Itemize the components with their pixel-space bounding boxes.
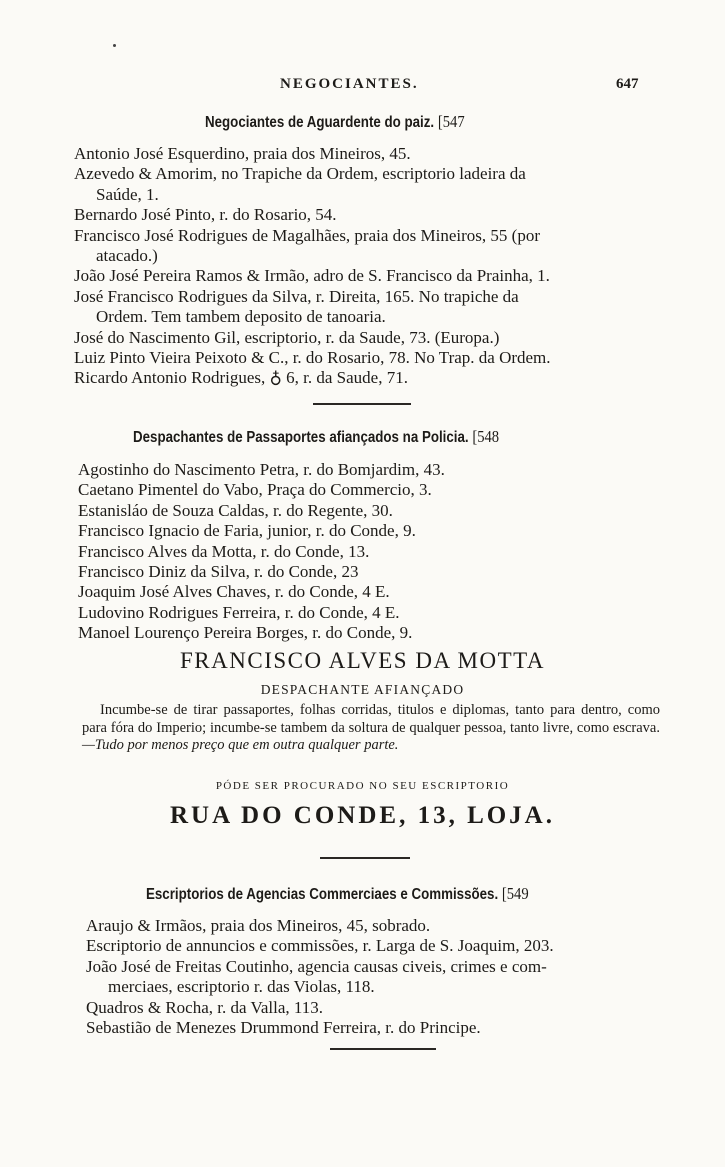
section-heading <box>133 427 499 447</box>
page-number: 647 <box>616 76 639 92</box>
section-heading-text: Despachantes de Passaportes afiançados na Policia. <box>133 429 469 446</box>
entry-text: João José Pereira Ramos & Irmão, adro de S. Francisco da Prainha, 1. <box>74 266 550 286</box>
section-number: [549 <box>501 884 529 903</box>
stray-mark <box>113 44 116 47</box>
section-heading-text: Escriptorios de Agencias Commerciaes e Commissões. <box>146 886 499 903</box>
section-divider <box>320 857 410 859</box>
entry-continuation: atacado.) <box>96 246 158 266</box>
list-item <box>80 582 660 602</box>
list-item <box>80 542 660 562</box>
list-item <box>76 348 656 368</box>
entry-text: Francisco José Rodrigues de Magalhães, praia dos Mineiros, 55 (por <box>74 225 540 245</box>
entry-text: Quadros & Rocha, r. da Valla, 113. <box>86 997 324 1017</box>
ad-small-line: PÓDE SER PROCURADO NO SEU ESCRIPTORIO <box>215 780 510 792</box>
list-item <box>80 521 660 541</box>
entry-text: João José de Freitas Coutinho, agencia causas civeis, crimes e com- <box>86 956 547 976</box>
list-item <box>76 205 656 225</box>
entry-text: Sebastião de Menezes Drummond Ferreira, r. do Principe. <box>86 1018 481 1038</box>
ad-title: DESPACHANTE AFIANÇADO <box>260 682 465 697</box>
list-item <box>80 562 660 582</box>
ad-body-text: Incumbe-se de tirar passaportes, folhas corridas, titulos e diplomas, tanto para dentro, como para fóra do Imperio; incumbe-se tambem da soltura de qualquer pessoa, tanto livre, como escrava. <box>82 702 660 736</box>
entry-text: José Francisco Rodrigues da Silva, r. Direita, 165. No trapiche da <box>74 286 519 306</box>
entry-text: Francisco Diniz da Silva, r. do Conde, 23 <box>78 562 359 582</box>
entry-continuation: Ordem. Tem tambem deposito de tanoaria. <box>96 307 386 327</box>
list-item <box>76 368 656 388</box>
list-item <box>80 460 660 480</box>
running-head <box>0 76 725 98</box>
section-number: [548 <box>472 427 500 446</box>
section-heading <box>146 884 529 904</box>
list-item <box>88 998 668 1018</box>
entry-continuation: merciaes, escriptorio r. das Violas, 118. <box>108 977 375 997</box>
section-number: [547 <box>437 112 465 131</box>
list-item <box>80 623 660 643</box>
section-548-entries <box>80 460 660 644</box>
entry-text: Antonio José Esquerdino, praia dos Mineiros, 45. <box>74 144 411 163</box>
list-item <box>80 480 660 500</box>
entry-text: Ricardo Antonio Rodrigues, ♁ 6, r. da Saude, 71. <box>74 368 408 388</box>
entry-text: Bernardo José Pinto, r. do Rosario, 54. <box>74 205 337 225</box>
ad-body <box>82 702 660 755</box>
ad-body-italic: —Tudo por menos preço que em outra qualquer parte. <box>82 737 399 754</box>
list-item <box>76 266 656 286</box>
entry-text: Ludovino Rodrigues Ferreira, r. do Conde, 4 E. <box>78 602 400 622</box>
list-item <box>76 287 656 328</box>
entry-text: Agostinho do Nascimento Petra, r. do Bomjardim, 43. <box>78 460 445 479</box>
running-head-title: NEGOCIANTES. <box>280 76 419 92</box>
list-item <box>80 501 660 521</box>
list-item <box>88 936 668 956</box>
ad-name: FRANCISCO ALVES DA MOTTA <box>180 648 545 673</box>
section-549-entries <box>88 916 668 1038</box>
entry-text: Luiz Pinto Vieira Peixoto & C., r. do Rosario, 78. No Trap. da Ordem. <box>74 348 551 368</box>
entry-text: Francisco Ignacio de Faria, junior, r. do Conde, 9. <box>78 521 416 541</box>
entry-continuation: Saúde, 1. <box>96 184 159 204</box>
list-item <box>88 957 668 998</box>
section-divider <box>330 1048 436 1050</box>
entry-text: Estanisláo de Souza Caldas, r. do Regente, 30. <box>78 500 393 520</box>
section-547-entries <box>76 144 656 389</box>
entry-text: Manoel Lourenço Pereira Borges, r. do Conde, 9. <box>78 623 413 643</box>
entry-text: Caetano Pimentel do Vabo, Praça do Commercio, 3. <box>78 480 432 500</box>
list-item <box>76 328 656 348</box>
section-heading <box>205 112 465 132</box>
list-item <box>80 603 660 623</box>
list-item <box>88 1018 668 1038</box>
entry-text: Francisco Alves da Motta, r. do Conde, 13. <box>78 541 370 561</box>
list-item <box>76 164 656 205</box>
entry-text: Joaquim José Alves Chaves, r. do Conde, 4 E. <box>78 582 390 602</box>
entry-text: José do Nascimento Gil, escriptorio, r. da Saude, 73. (Europa.) <box>74 327 500 347</box>
list-item <box>88 916 668 936</box>
list-item <box>76 144 656 164</box>
list-item <box>76 226 656 267</box>
entry-text: Escriptorio de annuncios e commissões, r. Larga de S. Joaquim, 203. <box>86 936 554 956</box>
section-divider <box>313 403 411 405</box>
entry-text: Azevedo & Amorim, no Trapiche da Ordem, escriptorio ladeira da <box>74 164 526 184</box>
entry-text: Araujo & Irmãos, praia dos Mineiros, 45, sobrado. <box>86 916 431 935</box>
ad-address: RUA DO CONDE, 13, LOJA. <box>170 802 555 829</box>
section-heading-text: Negociantes de Aguardente do paiz. <box>205 114 435 131</box>
